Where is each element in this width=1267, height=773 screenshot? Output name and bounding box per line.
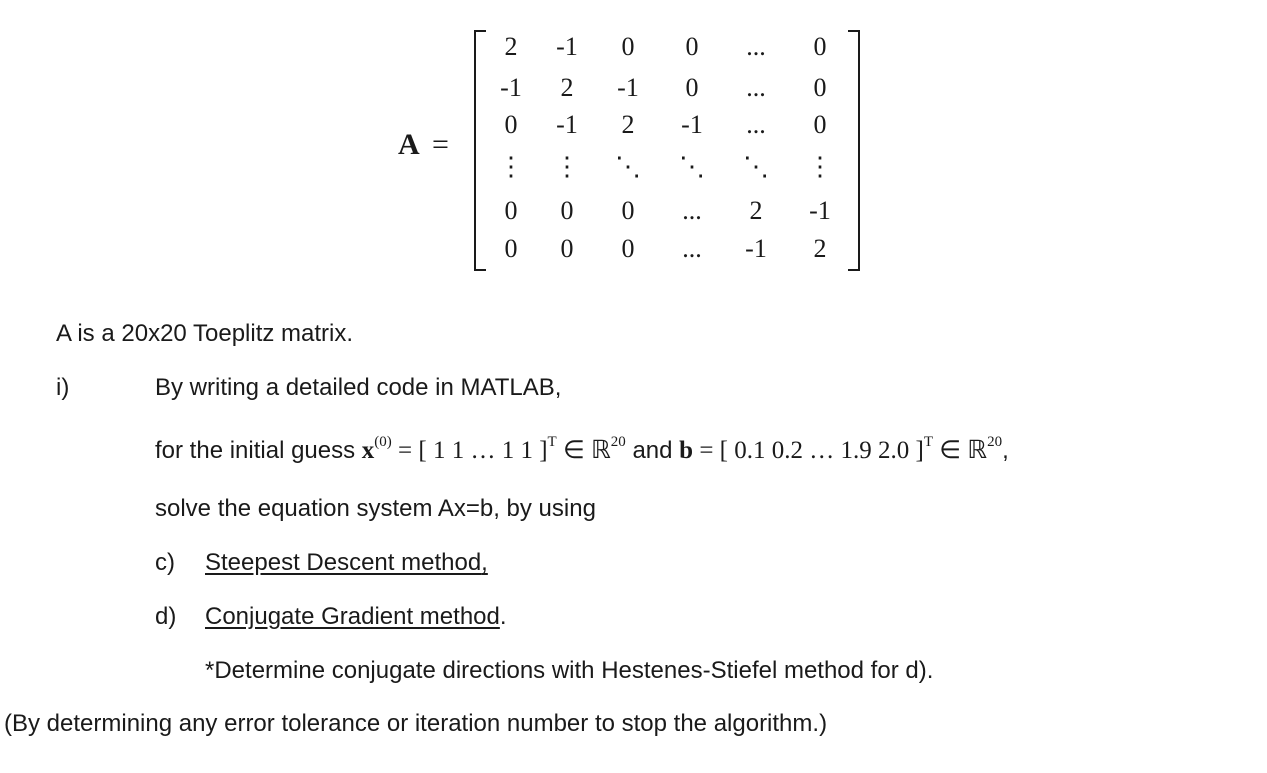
matrix-equation: [0, 0, 1267, 290]
matrix-cell: 0: [560, 234, 574, 263]
matrix-cell: -1: [617, 73, 639, 102]
method-c-marker: c): [155, 549, 175, 576]
initial-guess-prefix: for the initial guess: [155, 437, 356, 464]
initial-guess-formula: $x^{(0)}$ = [ 1 1 … 1 1 ]$^T$ ∈ ℝ$^{20}$: [361, 434, 626, 464]
method-d-label: Conjugate Gradient method: [205, 603, 500, 630]
matrix-cell: 2: [749, 196, 763, 225]
matrix-cell: -1: [556, 110, 578, 139]
item-marker: i): [56, 374, 70, 401]
matrix-cell: ⋮: [554, 152, 580, 181]
matrix-cell: 0: [685, 32, 699, 61]
matrix-cell: ⋱: [743, 152, 769, 181]
b-vector-formula: b = [ 0.1 0.2 … 1.9 2.0 ]$^T$ ∈ ℝ$^{20}$: [679, 434, 1003, 464]
note-text: *Determine conjugate directions with Hestenes-Stiefel method for d).: [205, 657, 934, 684]
matrix-cell: ...: [682, 234, 702, 263]
trailing-comma: ,: [1002, 437, 1009, 464]
matrix-cell: ...: [746, 32, 766, 61]
matrix-cell: 0: [504, 234, 518, 263]
equals-sign: =: [432, 128, 449, 161]
method-c-label: Steepest Descent method: [205, 549, 482, 576]
matrix-cell: 0: [685, 73, 699, 102]
matrix-cell: 0: [621, 196, 635, 225]
and-word: and: [632, 437, 673, 464]
matrix-cell: 0: [813, 73, 827, 102]
matrix-cell: -1: [809, 196, 831, 225]
solve-text: solve the equation system Ax=b, by using: [155, 495, 596, 522]
matrix-cell: ⋮: [498, 152, 524, 181]
matrix-cell: -1: [500, 73, 522, 102]
method-d-marker: d): [155, 603, 177, 630]
matrix-cell: ⋱: [679, 152, 705, 181]
matrix-cell: 0: [621, 32, 635, 61]
matrix-cell: ⋱: [615, 152, 641, 181]
matrix-cell: ⋮: [807, 152, 833, 181]
right-bracket: [848, 30, 860, 271]
matrix-cell: -1: [681, 110, 703, 139]
matrix-cell: 0: [504, 110, 518, 139]
matrix-cell: ...: [746, 110, 766, 139]
matrix-cell: 0: [813, 32, 827, 61]
matrix-cell: 2: [621, 110, 635, 139]
matrix-cell: ...: [682, 196, 702, 225]
left-bracket: [474, 30, 486, 271]
matrix-description: A is a 20x20 Toeplitz matrix.: [56, 320, 354, 347]
matrix-cell: 2: [813, 234, 827, 263]
matrix-cell: 0: [560, 196, 574, 225]
matrix-cell: 2: [560, 73, 574, 102]
item-text: By writing a detailed code in MATLAB,: [155, 374, 562, 401]
matrix-cell: 2: [504, 32, 518, 61]
matrix-name: A: [398, 128, 420, 161]
initial-guess-line: [155, 436, 1009, 466]
matrix-cell: 0: [504, 196, 518, 225]
matrix-cell: -1: [745, 234, 767, 263]
matrix-cell: -1: [556, 32, 578, 61]
matrix-cell: ...: [746, 73, 766, 102]
matrix-cell: 0: [621, 234, 635, 263]
method-c: Steepest Descent method,: [205, 549, 488, 576]
footer-text: (By determining any error tolerance or iteration number to stop the algorithm.): [4, 710, 828, 737]
method-d: Conjugate Gradient method.: [205, 603, 507, 630]
matrix-cell: 0: [813, 110, 827, 139]
